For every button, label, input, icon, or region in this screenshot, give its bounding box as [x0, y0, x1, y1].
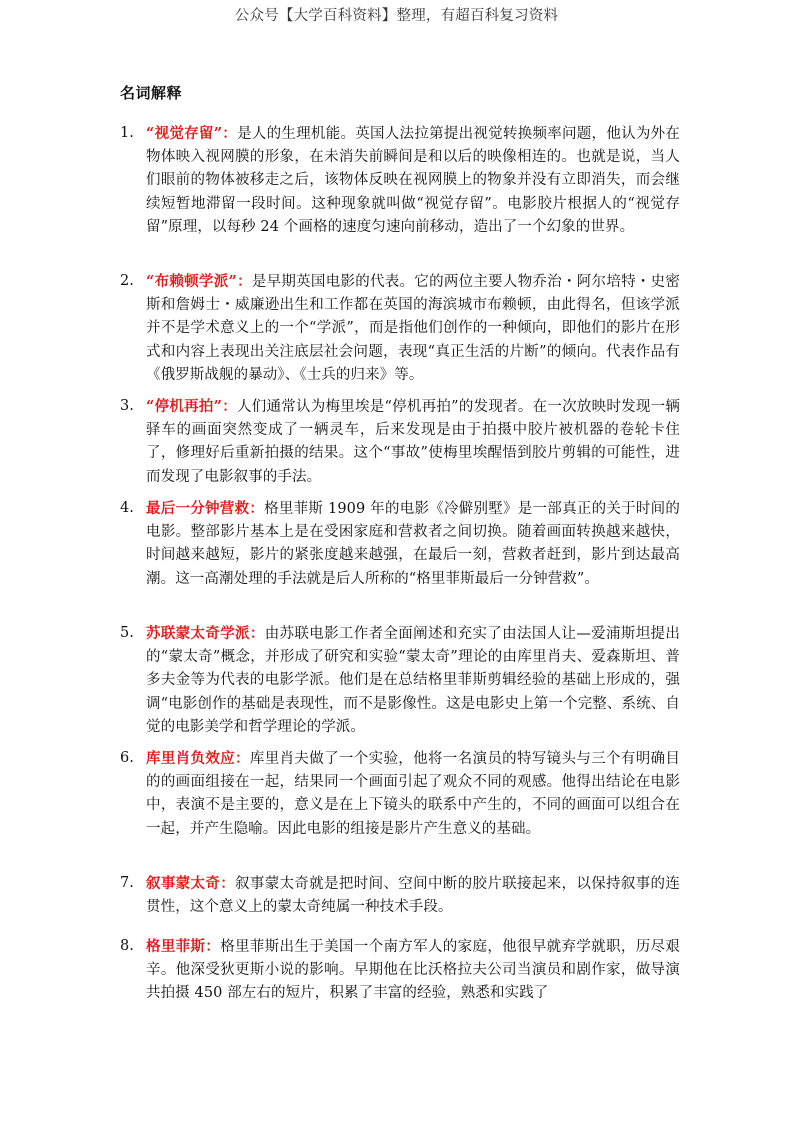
entry-term: 格里菲斯：	[146, 938, 221, 955]
entry-body	[146, 872, 680, 919]
glossary-entry	[120, 395, 680, 489]
glossary-entry	[120, 270, 680, 387]
glossary-entry	[120, 622, 680, 739]
entry-text: 是人的生理机能。英国人法拉第提出视觉转换频率问题，他认为外在物体映入视网膜的形象，在未消失前瞬间是和以后的映像相连的。也就是说，当人们眼前的物体被移走之后，该物体反映在视网膜上的物象并没有立即消失，而会继续短暂地滞留一段时间。这种现象就叫做“视觉存留”。电影胶片根据人的“视觉存留”原理，以每秒 24 个画格的速度匀速向前移动，造出了一个幻象的世界。	[146, 126, 680, 235]
entry-number: 3.	[120, 398, 134, 414]
glossary-entry	[120, 122, 680, 239]
entry-number: 5.	[120, 625, 134, 641]
section-title: 名词解释	[120, 84, 183, 102]
entry-body	[146, 747, 680, 841]
entry-term: 叙事蒙太奇：	[146, 875, 236, 892]
glossary-entry	[120, 872, 680, 919]
entry-term: “布赖顿学派”：	[146, 273, 252, 290]
entry-term: 库里肖负效应：	[146, 750, 250, 767]
entry-text: 格里菲斯 1909 年的电影《冷僻别墅》是一部真正的关于时间的电影。整部影片基本上是在受困家庭和营救者之间切换。随着画面转换越来越快，时间越来越短，影片的紧张度越来越强，在最后一刻，营救者赶到，影片到达最高潮。这一高潮处理的手法就是后人所称的“格里菲斯最后一分钟营救”。	[146, 501, 680, 587]
entry-text: 库里肖夫做了一个实验，他将一名演员的特写镜头与三个有明确目的的画面组接在一起，结果同一个画面引起了观众不同的观感。他得出结论在电影中，表演不是主要的，意义是在上下镜头的联系中产生的，不同的画面可以组合在一起，并产生隐喻。因此电影的组接是影片产生意义的基础。	[146, 751, 681, 837]
glossary-entry	[120, 747, 680, 841]
entry-number: 2.	[120, 273, 134, 289]
entry-body	[146, 395, 680, 489]
entry-number: 6.	[120, 750, 134, 766]
glossary-entry	[120, 497, 680, 591]
page-header: 公众号【大学百科资料】整理，有超百科复习资料	[234, 8, 559, 24]
entry-body	[146, 270, 680, 387]
entry-text: 由苏联电影工作者全面阐述和充实了由法国人让—爱浦斯坦提出的“蒙太奇”概念，并形成了研究和实验“蒙太奇”理论的由库里肖夫、爱森斯坦、普多夫金等为代表的电影学派。他们是在总结格里菲斯剪辑经验的基础上形成的，强调“电影创作的基础是表现性，而不是影像性。这是电影史上第一个完整、系统、自觉的电影美学和哲学理论的学派。	[146, 626, 680, 735]
entry-number: 1.	[120, 125, 134, 141]
entry-text: 叙事蒙太奇就是把时间、空间中断的胶片联接起来，以保持叙事的连贯性，这个意义上的蒙太奇纯属一种技术手段。	[146, 876, 680, 916]
entry-number: 7.	[120, 875, 134, 891]
entry-text: 格里菲斯出生于美国一个南方军人的家庭，他很早就弃学就职，历尽艰辛。他深受狄更斯小说的影响。早期他在比沃格拉夫公司当演员和剧作家，做导演共拍摄 450 部左右的短片，积累了丰富的经验，熟悉和实践了	[146, 939, 680, 1002]
entry-term: 苏联蒙太奇学派：	[146, 625, 265, 642]
entry-body	[146, 935, 680, 1006]
entry-body	[146, 497, 680, 591]
entry-term: 最后一分钟营救：	[146, 500, 265, 517]
entry-body	[146, 622, 680, 739]
glossary-entry	[120, 935, 680, 1006]
entry-body	[146, 122, 680, 239]
entry-text: 人们通常认为梅里埃是“停机再拍”的发现者。在一次放映时发现一辆驿车的画面突然变成了一辆灵车，后来发现是由于拍摄中胶片被机器的卷轮卡住了，修理好后重新拍摄的结果。这个“事故”使梅里埃醒悟到胶片剪辑的可能性，进而发现了电影叙事的手法。	[146, 399, 680, 485]
entry-term: “视觉存留”：	[146, 125, 238, 142]
entry-text: 是早期英国电影的代表。它的两位主要人物乔治・阿尔培特・史密斯和詹姆士・威廉逊出生和工作都在英国的海滨城市布赖顿，由此得名，但该学派并不是学术意义上的一个“学派”，而是指他们创作的一种倾向，即他们的影片在形式和内容上表现出关注底层社会问题，表现“真正生活的片断”的倾向。代表作品有《俄罗斯战舰的暴动》、《士兵的归来》等。	[146, 274, 680, 383]
entry-number: 4.	[120, 500, 134, 516]
entry-term: “停机再拍”：	[146, 398, 237, 415]
entry-number: 8.	[120, 938, 134, 954]
